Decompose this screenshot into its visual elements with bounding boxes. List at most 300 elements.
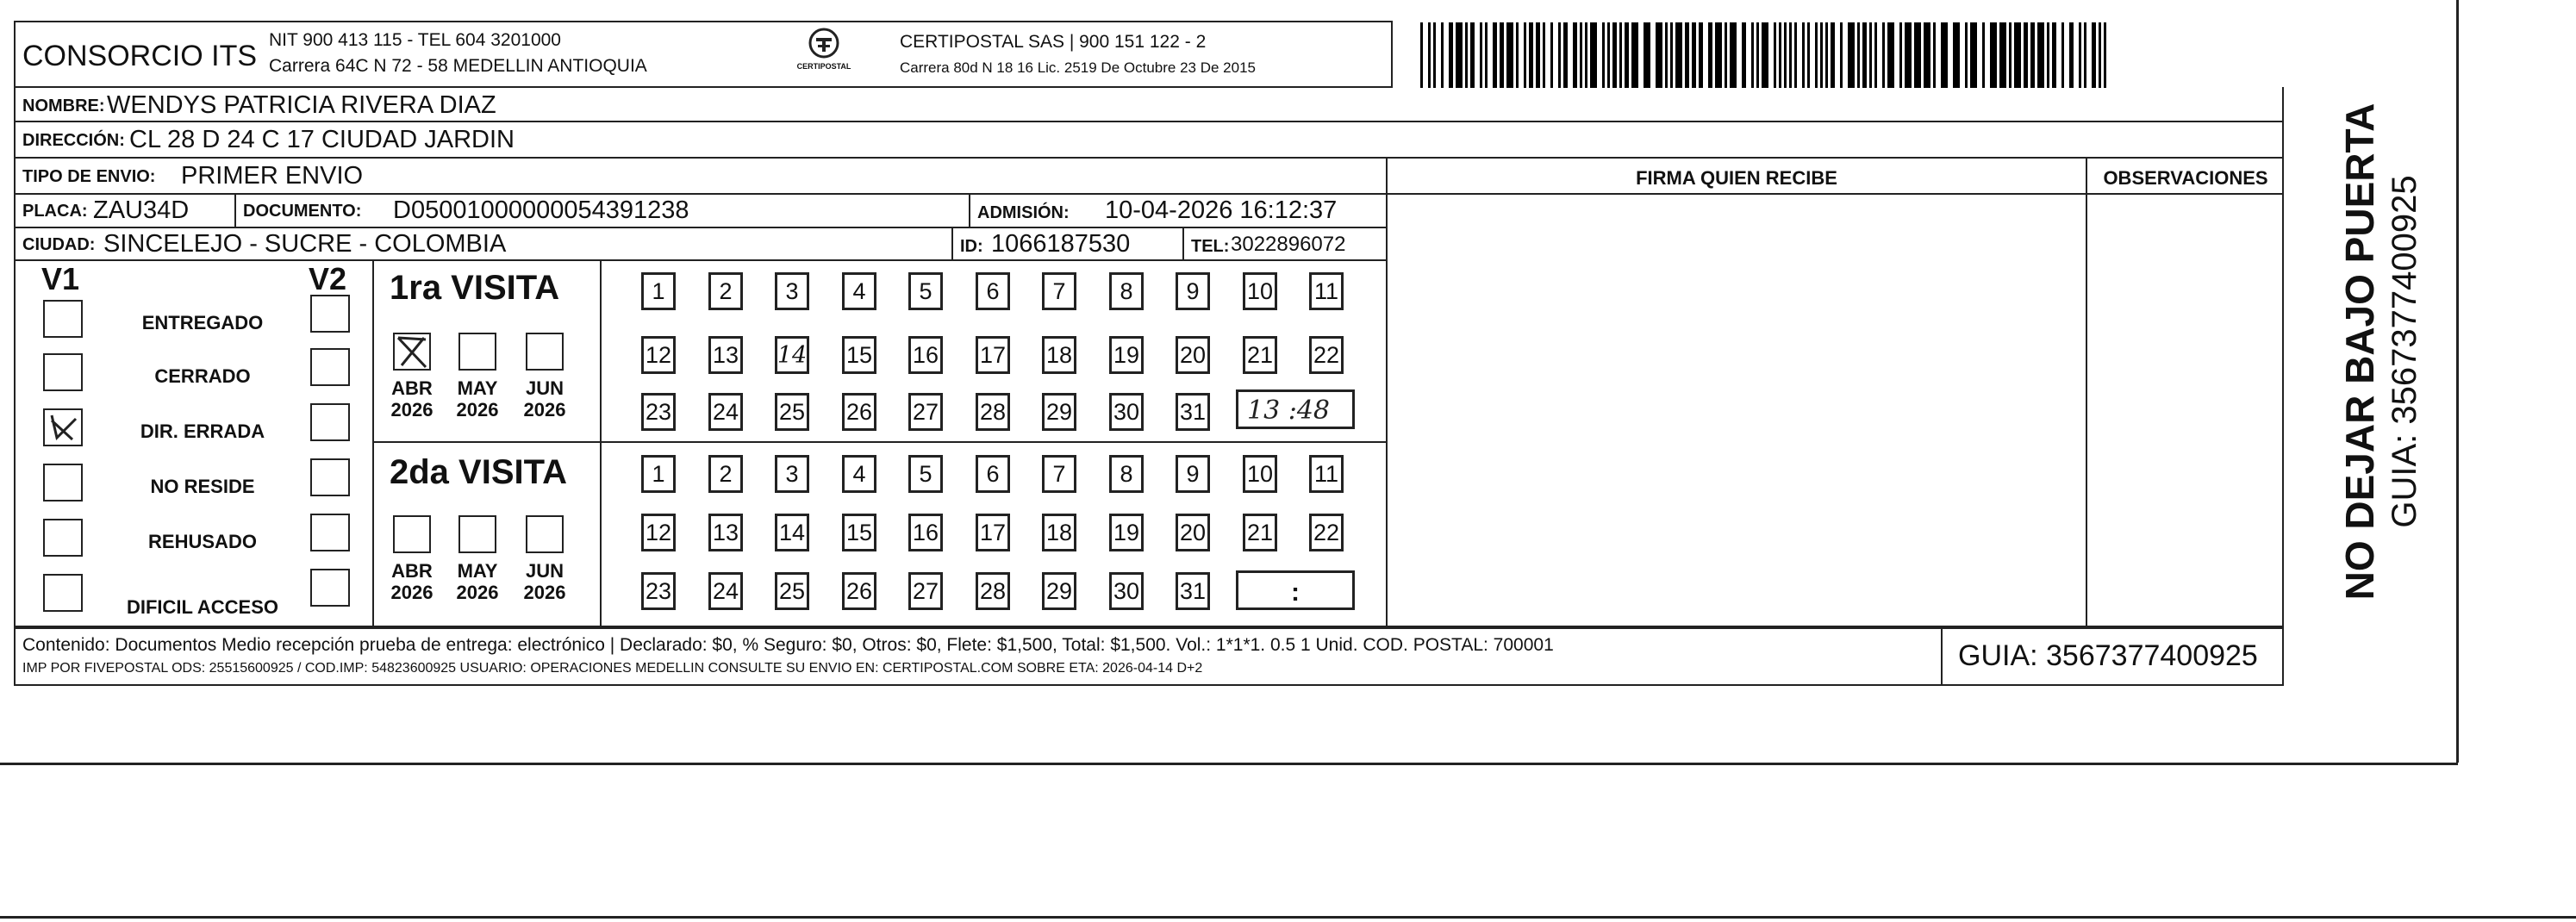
day-box[interactable] bbox=[842, 393, 876, 431]
tipo-envio-value: PRIMER ENVIO bbox=[181, 162, 364, 190]
day-box[interactable] bbox=[976, 514, 1010, 551]
month-checkbox[interactable] bbox=[458, 515, 496, 553]
id-label: ID: bbox=[960, 237, 983, 256]
barcode-bar bbox=[1602, 22, 1605, 88]
barcode-bar bbox=[1485, 22, 1488, 88]
company-nit: NIT 900 413 115 - TEL 604 3201000 bbox=[269, 30, 561, 50]
barcode-bar bbox=[1529, 22, 1533, 88]
day-box[interactable] bbox=[976, 572, 1010, 610]
day-box[interactable] bbox=[775, 272, 809, 310]
day-number: 15 bbox=[845, 519, 873, 545]
barcode-bar bbox=[1516, 22, 1519, 88]
direccion-label: DIRECCIÓN: bbox=[22, 131, 125, 150]
barcode-bar bbox=[1825, 22, 1828, 88]
barcode-bar bbox=[1607, 22, 1610, 88]
firma-header: FIRMA QUIEN RECIBE bbox=[1636, 167, 1837, 189]
day-box[interactable] bbox=[976, 336, 1010, 374]
day-box[interactable] bbox=[1309, 272, 1344, 310]
day-number: 13 bbox=[712, 519, 739, 545]
month-checkbox[interactable] bbox=[526, 333, 564, 371]
second-visit-title: 2da VISITA bbox=[390, 453, 567, 491]
barcode-bar bbox=[1848, 22, 1855, 88]
barcode-bar bbox=[1924, 22, 1930, 88]
barcode-bar bbox=[2024, 22, 2028, 88]
v1-checkbox[interactable] bbox=[43, 464, 83, 501]
day-number: 17 bbox=[979, 341, 1007, 368]
day-number: 21 bbox=[1246, 519, 1274, 545]
imp-text: IMP POR FIVEPOSTAL ODS: 25515600925 / COD.IMP: 54823600925 USUARIO: OPERACIONES MEDELLIN CONSULTE SU ENVIO EN: CERTIPOSTAL.COM SOBRE ETA: 2026-04-14 D+2 bbox=[22, 661, 1203, 676]
v1-label: V1 bbox=[41, 261, 80, 296]
month-year: 2026 bbox=[523, 582, 566, 604]
day-box[interactable] bbox=[908, 514, 943, 551]
day-number: 22 bbox=[1313, 519, 1340, 545]
month-year: 2026 bbox=[456, 399, 499, 421]
day-box[interactable] bbox=[708, 393, 743, 431]
barcode-bar bbox=[1794, 22, 1797, 88]
month-label bbox=[452, 560, 503, 604]
day-box[interactable] bbox=[708, 572, 743, 610]
barcode-bar bbox=[1784, 22, 1787, 88]
barcode-bar bbox=[1670, 22, 1673, 88]
day-number: 9 bbox=[1186, 460, 1200, 487]
barcode-bar bbox=[1882, 22, 1885, 88]
status-label: NO RESIDE bbox=[150, 476, 255, 497]
lower-page-top bbox=[0, 763, 2458, 765]
day-number: 8 bbox=[1120, 460, 1133, 487]
barcode-bar bbox=[1789, 22, 1792, 88]
barcode-bar bbox=[1899, 22, 1902, 88]
day-number: 5 bbox=[919, 277, 932, 304]
day-number: 29 bbox=[1045, 398, 1073, 425]
barcode-bar bbox=[1590, 22, 1597, 88]
day-box[interactable] bbox=[641, 336, 676, 374]
day-box[interactable] bbox=[1176, 572, 1210, 610]
day-box[interactable] bbox=[1176, 514, 1210, 551]
day-number: 13 bbox=[712, 341, 739, 368]
v2-label: V2 bbox=[309, 261, 347, 296]
checkmark-icon bbox=[43, 408, 83, 446]
day-box[interactable] bbox=[1042, 336, 1076, 374]
barcode-bar bbox=[1428, 22, 1431, 88]
day-number: 5 bbox=[919, 460, 932, 487]
day-box[interactable] bbox=[641, 455, 676, 493]
day-box[interactable] bbox=[775, 455, 809, 493]
day-box[interactable] bbox=[1109, 336, 1144, 374]
admision-value: 10-04-2026 16:12:37 bbox=[1105, 196, 1338, 224]
placa-label: PLACA: bbox=[22, 202, 88, 221]
courier-license: Carrera 80d N 18 16 Lic. 2519 De Octubre 23 De 2015 bbox=[900, 59, 1256, 76]
day-box[interactable] bbox=[908, 393, 943, 431]
barcode-bar bbox=[2104, 22, 2106, 88]
day-box[interactable] bbox=[1042, 572, 1076, 610]
barcode-bar bbox=[1982, 22, 1985, 88]
barcode-bar bbox=[1550, 22, 1553, 88]
barcode-bar bbox=[1762, 22, 1768, 88]
day-box[interactable] bbox=[708, 336, 743, 374]
side-warning: NO DEJAR BAJO PUERTA bbox=[2337, 103, 2382, 601]
day-box[interactable] bbox=[1243, 272, 1277, 310]
v2-checkbox[interactable] bbox=[310, 458, 350, 496]
barcode-bar bbox=[2061, 22, 2064, 88]
day-box[interactable] bbox=[1176, 393, 1210, 431]
day-box[interactable] bbox=[842, 455, 876, 493]
barcode-bar bbox=[1449, 22, 1453, 88]
barcode-bar bbox=[1730, 22, 1737, 88]
barcode-bar bbox=[1905, 22, 1912, 88]
day-number: 20 bbox=[1179, 519, 1207, 545]
barcode-bar bbox=[2047, 22, 2049, 88]
barcode-bar bbox=[1612, 22, 1617, 88]
tipo-envio-label: TIPO DE ENVIO: bbox=[22, 167, 156, 186]
day-box[interactable] bbox=[976, 272, 1010, 310]
day-box[interactable] bbox=[775, 336, 809, 374]
day-box[interactable] bbox=[842, 514, 876, 551]
day-number: 7 bbox=[1052, 277, 1066, 304]
day-box[interactable] bbox=[1243, 455, 1277, 493]
barcode-bar bbox=[1831, 22, 1835, 88]
day-number: 4 bbox=[852, 460, 866, 487]
first-visit-time-box bbox=[1236, 389, 1355, 429]
barcode-bar bbox=[2052, 22, 2056, 88]
handwritten-time: 13 :48 bbox=[1247, 396, 1330, 426]
v1-checkbox[interactable] bbox=[43, 519, 83, 557]
day-number: 3 bbox=[785, 277, 799, 304]
day-number: 19 bbox=[1113, 341, 1140, 368]
day-number: 11 bbox=[1313, 460, 1339, 487]
direccion-value: CL 28 D 24 C 17 CIUDAD JARDIN bbox=[129, 126, 515, 153]
day-box[interactable] bbox=[908, 455, 943, 493]
day-box[interactable] bbox=[842, 336, 876, 374]
day-box[interactable] bbox=[976, 455, 1010, 493]
barcode-bar bbox=[1480, 22, 1482, 88]
day-box[interactable] bbox=[708, 514, 743, 551]
day-number: 6 bbox=[986, 460, 1000, 487]
day-number: 7 bbox=[1052, 460, 1066, 487]
barcode-bar bbox=[1756, 22, 1759, 88]
day-number: 19 bbox=[1113, 519, 1140, 545]
second-visit-time-box bbox=[1236, 570, 1355, 610]
page-edge-right bbox=[2456, 0, 2459, 763]
day-number: 4 bbox=[852, 277, 866, 304]
second-visit-time: : bbox=[1291, 578, 1300, 607]
barcode-bar bbox=[1941, 22, 1948, 88]
day-box[interactable] bbox=[842, 572, 876, 610]
barcode-bar bbox=[1644, 22, 1650, 88]
status-label: REHUSADO bbox=[148, 531, 257, 552]
barcode-bar bbox=[1692, 22, 1696, 88]
day-number: 28 bbox=[979, 577, 1007, 604]
v1-checkbox[interactable] bbox=[43, 300, 83, 338]
day-box[interactable] bbox=[1243, 336, 1277, 374]
day-box[interactable] bbox=[842, 272, 876, 310]
barcode-bar bbox=[1802, 22, 1805, 88]
status-label: CERRADO bbox=[154, 365, 251, 387]
day-box[interactable] bbox=[708, 455, 743, 493]
day-box[interactable] bbox=[775, 572, 809, 610]
day-number: 12 bbox=[645, 341, 672, 368]
day-number: 27 bbox=[912, 398, 939, 425]
day-number: 30 bbox=[1113, 398, 1140, 425]
day-box[interactable] bbox=[708, 272, 743, 310]
day-number: 1 bbox=[652, 460, 665, 487]
day-number: 24 bbox=[712, 577, 739, 604]
ciudad-label: CIUDAD: bbox=[22, 235, 96, 254]
barcode-bar bbox=[2009, 22, 2012, 88]
day-box[interactable] bbox=[1176, 455, 1210, 493]
day-box[interactable] bbox=[1109, 514, 1144, 551]
day-number: 3 bbox=[785, 460, 799, 487]
day-box[interactable] bbox=[908, 336, 943, 374]
barcode-bar bbox=[1524, 22, 1526, 88]
day-box[interactable] bbox=[1042, 514, 1076, 551]
ciudad-value: SINCELEJO - SUCRE - COLOMBIA bbox=[103, 230, 507, 258]
status-label: ENTREGADO bbox=[141, 312, 264, 333]
barcode-bar bbox=[1742, 22, 1746, 88]
month-name: MAY bbox=[457, 560, 498, 582]
day-number: 15 bbox=[845, 341, 873, 368]
day-number: 23 bbox=[645, 577, 672, 604]
day-box[interactable] bbox=[775, 393, 809, 431]
month-name: ABR bbox=[391, 560, 433, 582]
status-label: DIFICIL ACCESO bbox=[126, 596, 278, 618]
barcode-bar bbox=[1862, 22, 1867, 88]
nombre-label: NOMBRE: bbox=[22, 97, 105, 115]
barcode-bar bbox=[1558, 22, 1561, 88]
day-number: 20 bbox=[1179, 341, 1207, 368]
day-number: 2 bbox=[719, 277, 733, 304]
month-name: MAY bbox=[457, 377, 498, 399]
v2-checkbox[interactable] bbox=[310, 514, 350, 551]
month-label bbox=[452, 377, 503, 421]
barcode-bar bbox=[1725, 22, 1727, 88]
barcode-bar bbox=[2099, 22, 2101, 88]
barcode-bar bbox=[2030, 22, 2035, 88]
v1-checkbox[interactable] bbox=[43, 408, 83, 446]
barcode-bar bbox=[1751, 22, 1754, 88]
barcode-bar bbox=[1493, 22, 1497, 88]
nombre-value: WENDYS PATRICIA RIVERA DIAZ bbox=[107, 91, 496, 119]
day-number: 21 bbox=[1246, 341, 1274, 368]
company-address: Carrera 64C N 72 - 58 MEDELLIN ANTIOQUIA bbox=[269, 56, 647, 76]
barcode-bar bbox=[1990, 22, 1997, 88]
day-number: 10 bbox=[1246, 460, 1274, 487]
barcode-bar bbox=[1857, 22, 1860, 88]
barcode-bar bbox=[1887, 22, 1894, 88]
month-year: 2026 bbox=[390, 399, 433, 421]
day-box[interactable] bbox=[1309, 455, 1344, 493]
day-box[interactable] bbox=[641, 572, 676, 610]
day-number: 14 bbox=[778, 519, 806, 545]
day-box[interactable] bbox=[1109, 393, 1144, 431]
documento-value: D05001000000054391238 bbox=[393, 196, 689, 224]
day-number: 1 bbox=[652, 277, 665, 304]
barcode-bar bbox=[1699, 22, 1703, 88]
barcode-bar bbox=[1999, 22, 2006, 88]
side-guia: GUIA: 3567377400925 bbox=[2386, 175, 2423, 528]
barcode-bar bbox=[1433, 22, 1436, 88]
barcode-bar bbox=[1665, 22, 1668, 88]
v2-checkbox[interactable] bbox=[310, 348, 350, 386]
day-box[interactable] bbox=[976, 393, 1010, 431]
barcode-bar bbox=[2014, 22, 2021, 88]
day-box[interactable] bbox=[1109, 272, 1144, 310]
barcode-bar bbox=[1631, 22, 1638, 88]
day-box[interactable] bbox=[1109, 455, 1144, 493]
contenido-text: Contenido: Documentos Medio recepción prueba de entrega: electrónico | Declarado: $0, % Seguro: $0, Otros: $0, Flete: $1,500, Total: $1,500. Vol.: 1*1*1. 0.5 1 Unid. COD. POSTAL: 700001 bbox=[22, 635, 1554, 655]
barcode-bar bbox=[1441, 22, 1444, 88]
day-box[interactable] bbox=[1042, 393, 1076, 431]
day-number: 25 bbox=[778, 398, 806, 425]
barcode-bar bbox=[1914, 22, 1921, 88]
month-checkbox[interactable] bbox=[526, 515, 564, 553]
day-number: 30 bbox=[1113, 577, 1140, 604]
barcode-bar bbox=[2069, 22, 2074, 88]
month-year: 2026 bbox=[456, 582, 499, 604]
day-number: 9 bbox=[1186, 277, 1200, 304]
barcode-bar bbox=[1536, 22, 1540, 88]
barcode-bar bbox=[1500, 22, 1504, 88]
day-box[interactable] bbox=[1309, 336, 1344, 374]
day-number: 28 bbox=[979, 398, 1007, 425]
barcode-bar bbox=[1869, 22, 1872, 88]
day-number: 2 bbox=[719, 460, 733, 487]
barcode-bar bbox=[1543, 22, 1545, 88]
barcode-bar bbox=[1953, 22, 1960, 88]
barcode-bar bbox=[1815, 22, 1818, 88]
day-number: 6 bbox=[986, 277, 1000, 304]
day-box[interactable] bbox=[908, 272, 943, 310]
admision-label: ADMISIÓN: bbox=[977, 203, 1070, 222]
day-number: 26 bbox=[845, 398, 873, 425]
barcode-bar bbox=[1933, 22, 1936, 88]
day-box[interactable] bbox=[1243, 514, 1277, 551]
month-label bbox=[386, 377, 438, 421]
month-checkbox[interactable] bbox=[393, 333, 431, 371]
day-number: 31 bbox=[1179, 577, 1207, 604]
barcode-bar bbox=[1685, 22, 1689, 88]
barcode-bar bbox=[1715, 22, 1722, 88]
barcode-bar bbox=[1465, 22, 1468, 88]
month-name: JUN bbox=[525, 377, 564, 399]
day-box[interactable] bbox=[641, 272, 676, 310]
day-box[interactable] bbox=[1176, 336, 1210, 374]
day-number: 27 bbox=[912, 577, 939, 604]
month-label bbox=[386, 560, 438, 604]
barcode-bar bbox=[1625, 22, 1629, 88]
day-number: 24 bbox=[712, 398, 739, 425]
barcode-bar bbox=[1573, 22, 1577, 88]
courier-name: CERTIPOSTAL SAS | 900 151 122 - 2 bbox=[900, 32, 1207, 52]
day-box[interactable] bbox=[1042, 455, 1076, 493]
barcode-bar bbox=[2092, 22, 2096, 88]
company-name: CONSORCIO ITS bbox=[22, 40, 258, 72]
v1-checkbox[interactable] bbox=[43, 353, 83, 391]
day-box[interactable] bbox=[908, 572, 943, 610]
lower-page-bottom bbox=[0, 916, 2576, 919]
day-box[interactable] bbox=[1309, 514, 1344, 551]
cross-mark-icon bbox=[393, 333, 431, 371]
barcode-bar bbox=[1774, 22, 1776, 88]
barcode-bar bbox=[1708, 22, 1712, 88]
barcode-bar bbox=[1970, 22, 1977, 88]
barcode-bar bbox=[1619, 22, 1622, 88]
barcode-bar bbox=[2079, 22, 2081, 88]
month-name: JUN bbox=[525, 560, 564, 582]
v2-checkbox[interactable] bbox=[310, 569, 350, 607]
day-number: 31 bbox=[1179, 398, 1207, 425]
day-number: 8 bbox=[1120, 277, 1133, 304]
day-number: 26 bbox=[845, 577, 873, 604]
month-year: 2026 bbox=[523, 399, 566, 421]
day-box[interactable] bbox=[1176, 272, 1210, 310]
day-number: 25 bbox=[778, 577, 806, 604]
barcode-bar bbox=[1563, 22, 1568, 88]
barcode-bar bbox=[1506, 22, 1513, 88]
barcode-bar bbox=[1656, 22, 1662, 88]
barcode-bar bbox=[1470, 22, 1475, 88]
barcode-bar bbox=[1874, 22, 1877, 88]
day-number: 14 bbox=[777, 341, 808, 369]
month-label bbox=[519, 560, 571, 604]
month-name: ABR bbox=[391, 377, 433, 399]
day-number: 29 bbox=[1045, 577, 1073, 604]
day-box[interactable] bbox=[641, 514, 676, 551]
v2-checkbox[interactable] bbox=[310, 295, 350, 333]
barcode-bar bbox=[1456, 22, 1463, 88]
day-number: 16 bbox=[912, 519, 939, 545]
day-number: 17 bbox=[979, 519, 1007, 545]
barcode-bar bbox=[1675, 22, 1682, 88]
barcode-bar bbox=[2037, 22, 2044, 88]
barcode-bar bbox=[1779, 22, 1781, 88]
day-number: 22 bbox=[1313, 341, 1340, 368]
tel-label: TEL: bbox=[1191, 237, 1230, 256]
day-number: 18 bbox=[1045, 519, 1073, 545]
status-label: DIR. ERRADA bbox=[140, 421, 265, 442]
id-value: 1066187530 bbox=[991, 230, 1131, 258]
certipostal-logo bbox=[789, 26, 858, 86]
day-box[interactable] bbox=[775, 514, 809, 551]
barcode-bar bbox=[1840, 22, 1843, 88]
barcode-bar bbox=[1420, 22, 1423, 88]
day-number: 23 bbox=[645, 398, 672, 425]
day-number: 16 bbox=[912, 341, 939, 368]
logo-text: CERTIPOSTAL bbox=[796, 62, 851, 71]
barcode-bar bbox=[1585, 22, 1587, 88]
day-number: 10 bbox=[1246, 277, 1274, 304]
tel-value: 3022896072 bbox=[1231, 233, 1346, 256]
barcode-bar bbox=[1580, 22, 1582, 88]
observaciones-header: OBSERVACIONES bbox=[2103, 167, 2268, 189]
barcode-bar bbox=[2084, 22, 2086, 88]
day-box[interactable] bbox=[1109, 572, 1144, 610]
month-year: 2026 bbox=[390, 582, 433, 604]
barcode-bar bbox=[1807, 22, 1810, 88]
v1-checkbox[interactable] bbox=[43, 574, 83, 612]
day-box[interactable] bbox=[641, 393, 676, 431]
certipostal-logo-icon bbox=[807, 26, 841, 60]
day-number: 11 bbox=[1313, 277, 1339, 304]
barcode-bar bbox=[1965, 22, 1968, 88]
day-box[interactable] bbox=[1042, 272, 1076, 310]
v2-checkbox[interactable] bbox=[310, 403, 350, 441]
barcode-bar bbox=[1820, 22, 1823, 88]
month-checkbox[interactable] bbox=[458, 333, 496, 371]
first-visit-title: 1ra VISITA bbox=[390, 269, 560, 307]
barcode bbox=[1420, 0, 2110, 95]
month-label bbox=[519, 377, 571, 421]
month-checkbox[interactable] bbox=[393, 515, 431, 553]
